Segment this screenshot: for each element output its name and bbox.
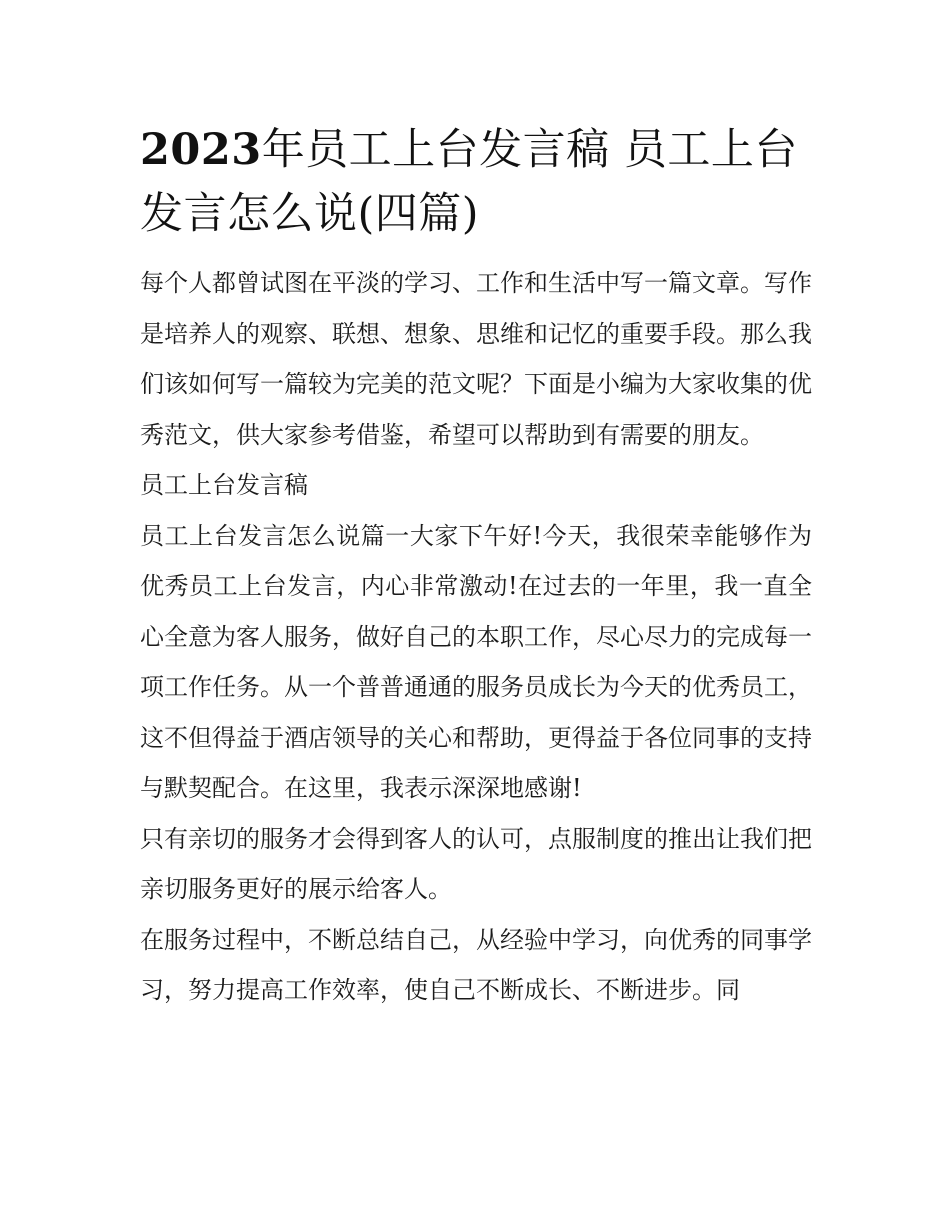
speech-paragraph-3: 在服务过程中，不断总结自己，从经验中学习，向优秀的同事学习，努力提高工作效率，使自己不断成长、不断进步。同 [140, 925, 812, 1004]
title-year: 2023 [140, 125, 262, 175]
title-text: 年员工上台发言稿 员工上台发言怎么说(四篇) [140, 125, 798, 239]
intro-paragraph: 每个人都曾试图在平淡的学习、工作和生活中写一篇文章。写作是培养人的观察、联想、想象、思维和记忆的重要手段。那么我们该如何写一篇较为完美的范文呢？下面是小编为大家收集的优秀范文，供大家参考借鉴，希望可以帮助到有需要的朋友。 [140, 269, 812, 449]
section-heading: 员工上台发言稿 [140, 471, 308, 499]
document-title [140, 118, 812, 246]
document-page [140, 118, 812, 1016]
speech-paragraph-1: 员工上台发言怎么说篇一大家下午好!今天，我很荣幸能够作为优秀员工上台发言，内心非常激动!在过去的一年里，我一直全心全意为客人服务，做好自己的本职工作，尽心尽力的完成每一项工作任务。从一个普普通通的服务员成长为今天的优秀员工，这不但得益于酒店领导的关心和帮助，更得益于各位同事的支持与默契配合。在这里，我表示深深地感谢! [140, 521, 812, 802]
speech-paragraph-2: 只有亲切的服务才会得到客人的认可，点服制度的推出让我们把亲切服务更好的展示给客人。 [140, 824, 812, 903]
